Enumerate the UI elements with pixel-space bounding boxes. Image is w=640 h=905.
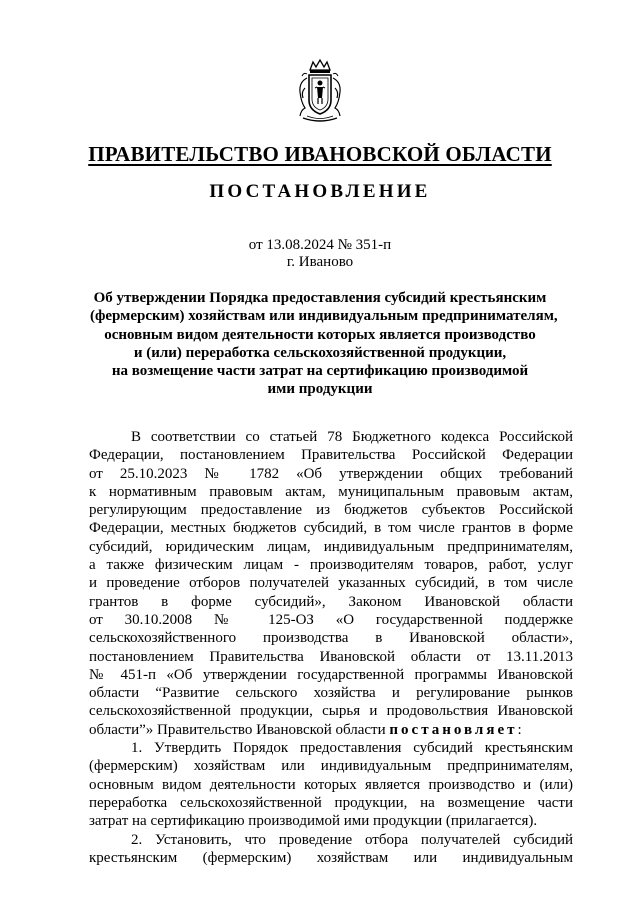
- coat-of-arms-icon: [295, 58, 345, 124]
- document-body: [89, 428, 573, 867]
- resolve-keyword: постановляет: [389, 721, 518, 738]
- body-line: от 30.10.2008 № 125-ОЗ «О государственной поддержке: [89, 611, 573, 628]
- document-subject-title: [90, 289, 558, 399]
- body-line: от 25.10.2023 № 1782 «Об утверждении общих требований: [89, 465, 573, 482]
- body-line: грантов в форме субсидий», Законом Ивановской области: [89, 593, 573, 610]
- title-line: ими продукции: [267, 381, 373, 398]
- body-line: а также физическим лицам - производителям товаров, работ, услуг: [89, 557, 573, 574]
- resolve-suffix: :: [517, 721, 522, 738]
- body-line: субсидий, юридическим лицам, индивидуальным предпринимателям,: [89, 538, 573, 555]
- item-1-line: 1. Утвердить Порядок предоставления субсидий крестьянским: [131, 740, 573, 757]
- title-line: (фермерским) хозяйствам или индивидуальным предпринимателям,: [90, 308, 558, 325]
- document-date-number: от 13.08.2024 № 351-п: [248, 237, 392, 253]
- body-line: и проведение отборов получателей указанных субсидий, в том числе: [89, 575, 573, 592]
- title-line: основным видом деятельности которых является производство: [104, 326, 536, 343]
- resolve-line: [89, 721, 573, 739]
- item-1-line: переработка сельскохозяйственной продукции, на возмещение части: [89, 794, 573, 811]
- item-2-line: 2. Установить, что проведение отбора получателей субсидий: [131, 831, 573, 848]
- body-line: сельскохозяйственной продукции, сырья и продовольствия Ивановской: [89, 703, 573, 720]
- item-1-line: затрат на сертификацию производимой ими продукции (прилагается).: [89, 813, 538, 830]
- title-line: Об утверждении Порядка предоставления субсидий крестьянским: [93, 290, 547, 306]
- body-line: постановлением Правительства Ивановской области от 13.11.2013: [89, 648, 573, 665]
- title-line: и (или) переработка сельскохозяйственной продукции,: [133, 344, 507, 361]
- organization-title: ПРАВИТЕЛЬСТВО ИВАНОВСКОЙ ОБЛАСТИ: [88, 142, 552, 166]
- document-city: г. Иваново: [286, 254, 354, 270]
- body-line: к нормативным правовым актам, муниципальным правовым актам,: [89, 483, 573, 500]
- item-2-line: крестьянским (фермерским) хозяйствам или индивидуальным: [89, 849, 573, 866]
- body-line: Федерации, местных бюджетов субсидий, в том числе грантов в форме: [89, 520, 573, 537]
- document-type: ПОСТАНОВЛЕНИЕ: [209, 181, 431, 202]
- body-line: сельскохозяйственного производства в Ивановской области»,: [89, 630, 573, 647]
- body-line: области “Развитие сельского хозяйства и регулирование рынков: [89, 685, 573, 702]
- body-line: В соответствии со статьей 78 Бюджетного кодекса Российской: [131, 429, 573, 445]
- item-1-line: основным видом деятельности которых является производство и (или): [89, 776, 573, 793]
- body-line: № 451-п «Об утверждении государственной программы Ивановской: [89, 666, 573, 683]
- title-line: на возмещение части затрат на сертификацию производимой: [111, 363, 529, 380]
- body-line: Федерации, постановлением Правительства Российской Федерации: [89, 447, 573, 464]
- body-line: регулирующим предоставление из бюджетов субъектов Российской: [89, 502, 573, 519]
- item-1-line: (фермерским) хозяйствам или индивидуальным предпринимателям,: [89, 758, 573, 775]
- resolve-prefix: области”» Правительство Ивановской области: [89, 721, 386, 738]
